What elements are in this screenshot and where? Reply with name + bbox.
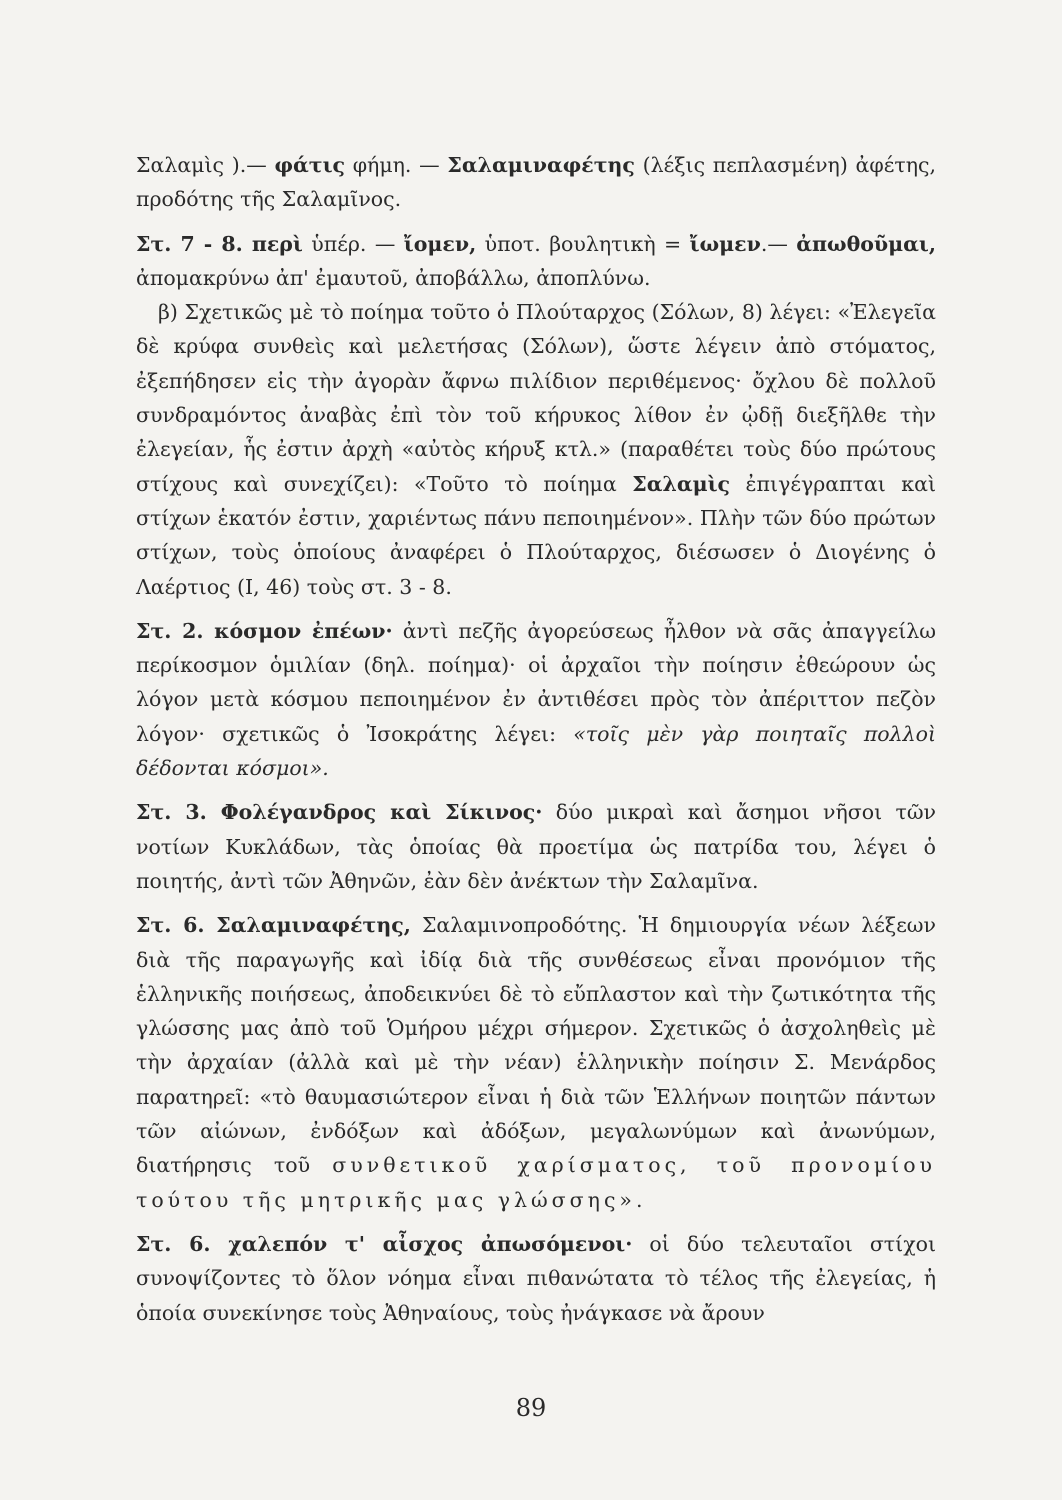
text-segment: φήμη. — [344,153,448,177]
paragraph-2 [136,227,936,296]
verse-reference: Στ. 6. Σαλαμιναφέτης, [136,913,411,938]
paragraph-6 [136,908,936,1217]
paragraph-1 [136,148,936,217]
text-segment: ὑπέρ. — [302,231,404,256]
headword: φάτις [274,153,345,177]
verse-reference: Στ. 3. Φολέγανδρος καὶ Σίκινος· [136,800,543,825]
text-segment: β) Σχετικῶς μὲ τὸ ποίημα τοῦτο ὁ Πλούταρχος (Σόλων, 8) λέγει: «Ἐλεγεῖα δὲ κρύφα συνθεὶς καὶ μελετήσας (Σόλων), ὥστε λέγειν ἀπὸ στόματος, ἐξεπήδησεν εἰς τὴν ἀγορὰν ἄφνω πιλίδιον περιθέμενος· ὄχλου δὲ πολλοῦ συνδραμόντος ἀναβὰς ἐπὶ τὸν τοῦ κήρυκος λίθον ἐν ᾠδῇ διεξῆλθε τὴν ἐλεγείαν, ἧς ἐστιν ἀρχὴ «αὐτὸς κήρυξ κτλ.» (παραθέτει τοὺς δύο πρώτους στίχους καὶ συνεχίζει): «Τοῦτο τὸ ποίημα [136,300,936,496]
paragraph-7 [136,1227,936,1330]
text-segment: ἀπομακρύνω ἀπ' ἐμαυτοῦ, ἀποβάλλω, ἀποπλύνω. [136,265,651,290]
text-segment: δύο μικραὶ καὶ ἄσημοι νῆσοι τῶν νοτίων Κυκλάδων, τὰς ὁποίας θὰ προετίμα ὡς πατρίδα του, λέγει ὁ ποιητής, ἀντὶ τῶν Ἀθηνῶν, ἐὰν δὲν ἀνέκτων τὴν Σαλαμῖνα. [136,800,936,893]
spaced-emphasis: συνθετικοῦ χαρίσματος, τοῦ προνομίου τούτου τῆς μητρικῆς μας γλώσσης». [136,1153,936,1212]
headword: ἴομεν, [403,231,477,256]
headword: Σαλαμὶς [632,471,731,496]
headword: Σαλαμιναφέτης [447,153,635,177]
text-segment: Σαλαμὶς ).— [136,153,275,177]
headword: ἀπωθοῦμαι, [796,231,936,256]
text-segment: .— [760,231,797,256]
verse-reference: Στ. 6. χαλεπόν τ' αἶσχος ἀπωσόμενοι· [136,1231,633,1256]
text-segment: ἐπιγέγραπται καὶ στίχων ἑκατόν ἐστιν, χαριέντως πάνυ πεποιημένον». Πλὴν τῶν δύο πρώτων στίχων, τοὺς ὁποίους ἀναφέρει ὁ Πλούταρχος, διέσωσεν ὁ Διογένης ὁ Λαέρτιος (I, 46) τοὺς στ. 3 - 8. [136,471,936,599]
paragraph-3 [136,295,936,604]
paragraph-4 [136,614,936,785]
page-text [136,148,936,1330]
headword: ἴωμεν [689,231,761,256]
verse-reference: Στ. 7 - 8. περὶ [136,231,303,256]
quotation: «τοῖς μὲν γὰρ ποιηταῖς πολλοὶ δέδονται κόσμοι». [136,721,936,781]
text-segment: ὑποτ. βουλητικὴ = [476,231,690,256]
text-segment: οἱ δύο τελευταῖοι στίχοι συνοψίζοντες τὸ ὅλον νόημα εἶναι πιθανώτατα τὸ τέλος τῆς ἐλεγείας, ἡ ὁποία συνεκίνησε τοὺς Ἀθηναίους, τοὺς ἠνάγκασε νὰ ἄρουν [136,1231,936,1325]
text-segment: (λέξις πεπλασμένη) ἀφέτης, προδότης τῆς Σαλαμῖνος. [136,153,936,212]
paragraph-5 [136,795,936,898]
text-segment: ἀντὶ πεζῆς ἀγορεύσεως ἦλθον νὰ σᾶς ἀπαγγείλω περίκοσμον ὁμιλίαν (δηλ. ποίημα)· οἱ ἀρχαῖοι τὴν ποίησιν ἐθεώρουν ὡς λόγον μετὰ κόσμου πεποιημένον ἐν ἀντιθέσει πρὸς τὸν ἀπέριττον πεζὸν λόγον· σχετικῶς ὁ Ἰσοκράτης λέγει: [136,618,936,746]
verse-reference: Στ. 2. κόσμον ἐπέων· [136,618,393,643]
text-segment: Σαλαμινοπροδότης. Ἡ δημιουργία νέων λέξεων διὰ τῆς παραγωγῆς καὶ ἰδίᾳ διὰ τῆς συνθέσεως εἶναι προνόμιον τῆς ἑλληνικῆς ποιήσεως, ἀποδεικνύει δὲ τὸ εὔπλαστον καὶ τὴν ζωτικότητα τῆς γλώσσης μας ἀπὸ τοῦ Ὁμήρου μέχρι σήμερον. Σχετικῶς ὁ ἀσχοληθεὶς μὲ τὴν ἀρχαίαν (ἀλλὰ καὶ μὲ τὴν νέαν) ἑλληνικὴν ποίησιν Σ. Μενάρδος παρατηρεῖ: «τὸ θαυμασιώτερον εἶναι ἡ διὰ τῶν Ἑλλήνων ποιητῶν πάντων τῶν αἰώνων, ἐνδόξων καὶ ἀδόξων, μεγαλωνύμων καὶ ἀνωνύμων, διατήρησις τοῦ [136,913,936,1178]
page-number: 89 [515,1394,547,1422]
